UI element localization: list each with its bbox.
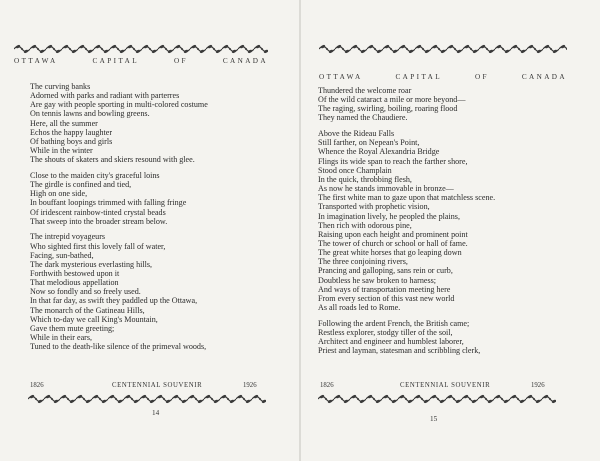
poem-line: Of the wild cataract a mile or more beyond— — [318, 95, 466, 105]
poem-line: The shouts of skaters and skiers resound with glee. — [30, 155, 195, 165]
poem-line: Whence the Royal Alexandria Bridge — [318, 147, 440, 157]
poem-line: Stood once Champlain — [318, 165, 392, 175]
poem-line: They named the Chaudiere. — [318, 113, 408, 123]
poem-line: Following the ardent French, the British came; — [318, 318, 470, 328]
poem-line: That sweep into the broader stream below. — [30, 216, 168, 226]
footer-year-left: 1826 — [320, 382, 334, 389]
left-page — [0, 0, 299, 461]
footer-year-right: 1926 — [243, 382, 257, 389]
poem-line: Above the Rideau Falls — [318, 129, 395, 139]
running-header — [319, 73, 567, 81]
poem-line: And ways of transportation meeting here — [318, 284, 451, 294]
poem-line: In bouffant loopings trimmed with falling fringe — [30, 198, 187, 208]
header-ornament — [319, 44, 567, 54]
header-word: CAPITAL — [92, 57, 140, 65]
poem-line: Flings its wide span to reach the farther shore, — [318, 156, 468, 166]
poem-line: The intrepid voyageurs — [30, 232, 106, 242]
poem-line: The raging, swirling, boiling, roaring flood — [318, 104, 458, 114]
poem-line: Which to-day we call King's Mountain, — [30, 314, 158, 324]
poem-line: Forthwith bestowed upon it — [30, 268, 120, 278]
header-word: OTTAWA — [319, 73, 363, 81]
poem-line: Of iridescent rainbow-tinted crystal beads — [30, 207, 166, 217]
poem-line: In the quick, throbbing flesh, — [318, 174, 412, 184]
poem-line: Restless explorer, stodgy tiller of the soil, — [318, 327, 453, 337]
poem-line: Tuned to the death-like silence of the primeval woods, — [30, 342, 207, 352]
header-ornament — [14, 44, 268, 54]
right-page — [301, 0, 600, 461]
poem-line: The curving banks — [30, 82, 91, 91]
header-word: CAPITAL — [395, 73, 443, 81]
footer-ornament — [28, 394, 266, 404]
poem-line: Doubtless he saw broken to harness; — [318, 275, 437, 285]
footer-title: CENTENNIAL SOUVENIR — [400, 382, 491, 389]
poem-line: Gave them mute greeting; — [30, 323, 115, 333]
running-header — [14, 57, 268, 65]
poem-line: On tennis lawns and bowling greens. — [30, 109, 150, 119]
poem-line: Then rich with odorous pine, — [318, 220, 412, 230]
poem-line: Priest and layman, statesman and scribbling clerk, — [318, 346, 481, 356]
poem-line: Prancing and galloping, sans rein or curb, — [318, 266, 453, 276]
stanza — [318, 129, 495, 312]
poem-line: While in the winter — [30, 146, 93, 156]
poem-line: The dark mysterious everlasting hills, — [30, 259, 153, 269]
poem-line: As all roads led to Rome. — [318, 303, 401, 313]
poem-text — [30, 82, 208, 358]
poem-text — [318, 86, 495, 362]
poem-line: Of bathing boys and girls — [30, 136, 113, 146]
poem-line: Close to the maiden city's graceful loins — [30, 170, 160, 180]
footer-year-left: 1826 — [30, 382, 44, 389]
poem-line: Here, all the summer — [30, 118, 98, 128]
stanza — [30, 82, 208, 164]
header-word: CANADA — [521, 73, 567, 81]
page-number: 15 — [430, 415, 438, 423]
poem-line: Echos the happy laughter — [30, 127, 113, 137]
header-word: OF — [173, 57, 188, 65]
poem-line: High on one side, — [30, 189, 88, 199]
poem-line: That melodious appellation — [30, 278, 119, 288]
poem-line: Are gay with people sporting in multi-colored costume — [30, 100, 208, 110]
stanza — [30, 171, 208, 226]
header-word: CANADA — [222, 57, 268, 65]
poem-line: The girdle is confined and tied, — [30, 180, 132, 190]
poem-line: Who sighted first this lovely fall of water, — [30, 241, 166, 251]
poem-line: Still farther, on Nepean's Point, — [318, 138, 420, 148]
poem-line: Facing, sun-bathed, — [30, 250, 94, 260]
poem-line: From every section of this vast new world — [318, 293, 455, 303]
poem-line: The monarch of the Gatineau Hills, — [30, 305, 145, 315]
header-word: OTTAWA — [14, 57, 58, 65]
poem-line: Architect and engineer and humblest laborer, — [318, 337, 464, 347]
poem-line: Thundered the welcome roar — [318, 86, 412, 95]
poem-line: In that far day, as swift they paddled up the Ottawa, — [30, 296, 198, 306]
stanza — [318, 86, 495, 123]
poem-line: Now so fondly and so freely used. — [30, 287, 141, 297]
poem-line: Transported with prophetic vision, — [318, 202, 430, 212]
poem-line: In imagination lively, he peopled the plains, — [318, 211, 460, 221]
poem-line: Adorned with parks and radiant with parterres — [30, 91, 180, 101]
poem-line: The first white man to gaze upon that matchless scene. — [318, 193, 496, 203]
page-number: 14 — [152, 409, 160, 417]
footer-title: CENTENNIAL SOUVENIR — [112, 382, 203, 389]
footer-year-right: 1926 — [531, 382, 545, 389]
poem-line: Raising upon each height and prominent point — [318, 229, 468, 239]
poem-line: While in their ears, — [30, 333, 93, 343]
header-word: OF — [474, 73, 489, 81]
poem-line: The three conjoining rivers, — [318, 257, 408, 267]
poem-line: The great white horses that go leaping down — [318, 248, 462, 258]
footer-ornament — [318, 394, 556, 404]
poem-line: The tower of church or school or hall of fame. — [318, 239, 468, 248]
stanza — [318, 319, 495, 356]
stanza — [30, 232, 208, 351]
poem-line: As now he stands immovable in bronze— — [318, 184, 454, 194]
